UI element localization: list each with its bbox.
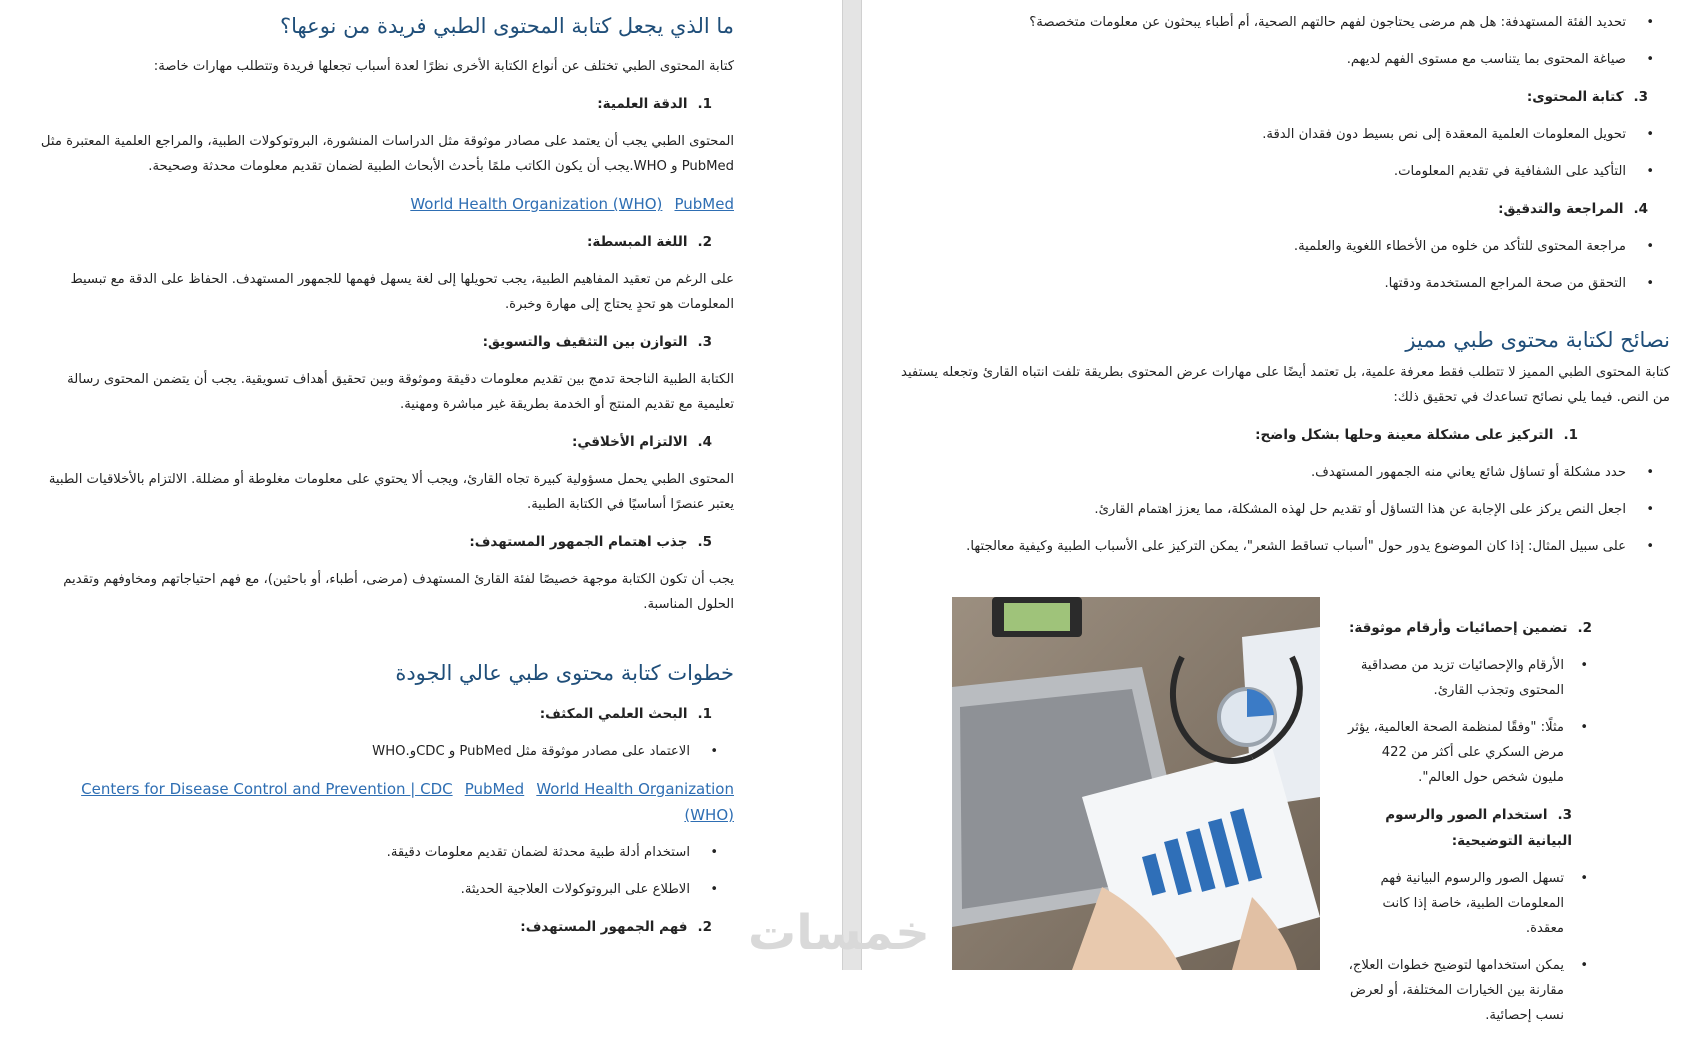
list-item: • استخدام أدلة طبية محدثة لضمان تقديم معلومات دقيقة. bbox=[34, 840, 734, 865]
numbered-heading-3: 3.كتابة المحتوى: bbox=[1526, 89, 1648, 105]
paragraph-audience: يجب أن تكون الكتابة موجهة خصيصًا لفئة القارئ المستهدف (مرضى، أطباء، أو باحثين)، مع فهم احتياجاتهم ومخاوفهم وتقديم الحلول المناسبة. bbox=[63, 572, 734, 612]
step-heading-1: 1.البحث العلمي المكثف: bbox=[539, 706, 712, 722]
paragraph-accuracy: المحتوى الطبي يجب أن يعتمد على مصادر موثوقة مثل الدراسات المنشورة، البروتوكولات الطبية، والمراجع العلمية المعتبرة مثل PubMed و WHO.يجب أن يكون الكاتب ملمًا بأحدث الأبحاث الطبية لضمان تقديم معلومات محدثة وصحيحة. bbox=[40, 134, 734, 174]
section-heading-steps: خطوات كتابة محتوى طبي عالي الجودة bbox=[395, 661, 734, 685]
watermark-logo: خمسات bbox=[748, 905, 930, 961]
list-item: • التحقق من صحة المراجع المستخدمة ودقتها. bbox=[895, 271, 1670, 296]
list-item: • مراجعة المحتوى للتأكد من خلوه من الأخطاء اللغوية والعلمية. bbox=[895, 234, 1670, 259]
links-row-2 bbox=[44, 776, 734, 828]
numbered-heading-3: 3.التوازن بين التثقيف والتسويق: bbox=[482, 334, 712, 350]
bullet-list bbox=[895, 10, 1670, 72]
paragraph-tips-intro: كتابة المحتوى الطبي المميز لا تتطلب فقط معرفة علمية، بل تعتمد أيضًا على مهارات عرض المحتوى بطريقة تلفت انتباه القارئ وتجعله يستفيد من النص. فيما يلي نصائح تساعدك في تحقيق ذلك: bbox=[901, 365, 1670, 405]
numbered-heading-4: 4.المراجعة والتدقيق: bbox=[1498, 201, 1648, 217]
list-item: • تسهل الصور والرسوم البيانية فهم المعلومات الطبية، خاصة إذا كانت معقدة. bbox=[1347, 866, 1592, 941]
link-cdc[interactable]: Centers for Disease Control and Prevention | CDC bbox=[81, 780, 453, 798]
list-item: • صياغة المحتوى بما يتناسب مع مستوى الفهم لديهم. bbox=[895, 47, 1670, 72]
doctor-laptop-chart-image bbox=[952, 597, 1320, 970]
document-page-right bbox=[862, 0, 1700, 1023]
page-content bbox=[34, 10, 734, 952]
list-item: • التأكيد على الشفافية في تقديم المعلومات. bbox=[895, 159, 1670, 184]
bullet-list bbox=[1347, 866, 1592, 1028]
page-divider bbox=[842, 0, 862, 970]
bullet-list bbox=[895, 122, 1670, 184]
list-item: • الاعتماد على مصادر موثوقة مثل PubMed و CDCو.WHO bbox=[34, 739, 734, 764]
section-heading-unique: ما الذي يجعل كتابة المحتوى الطبي فريدة من نوعها؟ bbox=[279, 14, 734, 38]
page-content bbox=[895, 10, 1670, 571]
list-item: • يمكن استخدامها لتوضيح خطوات العلاج، مقارنة بين الخيارات المختلفة، أو لعرض نسب إحصائية. bbox=[1347, 953, 1592, 1028]
list-item: • اجعل النص يركز على الإجابة عن هذا التساؤل أو تقديم حل لهذه المشكلة، مما يعزز اهتمام القارئ. bbox=[895, 497, 1670, 522]
list-item: • مثلًا: "وفقًا لمنظمة الصحة العالمية، يؤثر مرض السكري على أكثر من 422 مليون شخص حول العالم". bbox=[1347, 715, 1592, 790]
list-item: • الأرقام والإحصائيات تزيد من مصداقية المحتوى وتجذب القارئ. bbox=[1347, 653, 1592, 703]
image-side-column bbox=[1347, 615, 1592, 1040]
bullet-list bbox=[34, 739, 734, 764]
link-pubmed-2[interactable]: PubMed bbox=[464, 780, 525, 798]
document-page-left bbox=[0, 0, 842, 970]
paragraph-balance: الكتابة الطبية الناجحة تدمج بين تقديم معلومات دقيقة وموثوقة وبين تحقيق أهداف تسويقية. يجب أن يتضمن المحتوى رسالة تعليمية مع تقديم المنتج أو الخدمة بطريقة غير مباشرة ومهنية. bbox=[67, 372, 734, 412]
numbered-heading-4: 4.الالتزام الأخلاقي: bbox=[572, 434, 712, 450]
tip-heading-1: 1.التركيز على مشكلة معينة وحلها بشكل واضح: bbox=[1255, 427, 1578, 443]
list-item: • تحديد الفئة المستهدفة: هل هم مرضى يحتاجون لفهم حالتهم الصحية، أم أطباء يبحثون عن معلومات متخصصة؟ bbox=[895, 10, 1670, 35]
bullet-list bbox=[895, 234, 1670, 296]
bullet-list bbox=[1347, 653, 1592, 790]
paragraph-ethics: المحتوى الطبي يحمل مسؤولية كبيرة تجاه القارئ، ويجب ألا يحتوي على معلومات مغلوطة أو مضللة. الالتزام بالأخلاقيات الطبية يعتبر عنصرًا أساسيًا في الكتابة الطبية. bbox=[48, 472, 734, 512]
step-heading-2: 2.فهم الجمهور المستهدف: bbox=[520, 919, 712, 935]
list-item: • حدد مشكلة أو تساؤل شائع يعاني منه الجمهور المستهدف. bbox=[895, 460, 1670, 485]
tip-heading-3: 3.استخدام الصور والرسوم البيانية التوضيحية: bbox=[1385, 807, 1572, 849]
link-who[interactable]: World Health Organization (WHO) bbox=[410, 195, 663, 213]
section-heading-tips: نصائح لكتابة محتوى طبي مميز bbox=[1405, 328, 1670, 352]
list-item: • تحويل المعلومات العلمية المعقدة إلى نص بسيط دون فقدان الدقة. bbox=[895, 122, 1670, 147]
links-row bbox=[34, 191, 734, 217]
paragraph-simple-language: على الرغم من تعقيد المفاهيم الطبية، يجب تحويلها إلى لغة يسهل فهمها للجمهور المستهدف. الحفاظ على الدقة مع تبسيط المعلومات هو تحدٍ يحتاج إلى مهارة وخبرة. bbox=[70, 272, 734, 312]
list-item: • على سبيل المثال: إذا كان الموضوع يدور حول "أسباب تساقط الشعر"، يمكن التركيز على الأسباب الطبية وكيفية معالجتها. bbox=[895, 534, 1670, 559]
bullet-list-2 bbox=[34, 840, 734, 902]
numbered-heading-5: 5.جذب اهتمام الجمهور المستهدف: bbox=[469, 534, 712, 550]
link-who-2[interactable]: World Health Organization (WHO) bbox=[536, 780, 734, 824]
numbered-heading-1: 1.الدقة العلمية: bbox=[597, 96, 712, 112]
bullet-list bbox=[895, 460, 1670, 559]
photo-illustration bbox=[952, 597, 1320, 970]
tip-heading-2: 2.تضمين إحصائيات وأرقام موثوقة: bbox=[1348, 620, 1592, 636]
link-pubmed[interactable]: PubMed bbox=[674, 195, 734, 213]
paragraph-intro: كتابة المحتوى الطبي تختلف عن أنواع الكتابة الأخرى نظرًا لعدة أسباب تجعلها فريدة وتتطلب مهارات خاصة: bbox=[153, 59, 734, 74]
numbered-heading-2: 2.اللغة المبسطة: bbox=[587, 234, 712, 250]
list-item: • الاطلاع على البروتوكولات العلاجية الحديثة. bbox=[34, 877, 734, 902]
